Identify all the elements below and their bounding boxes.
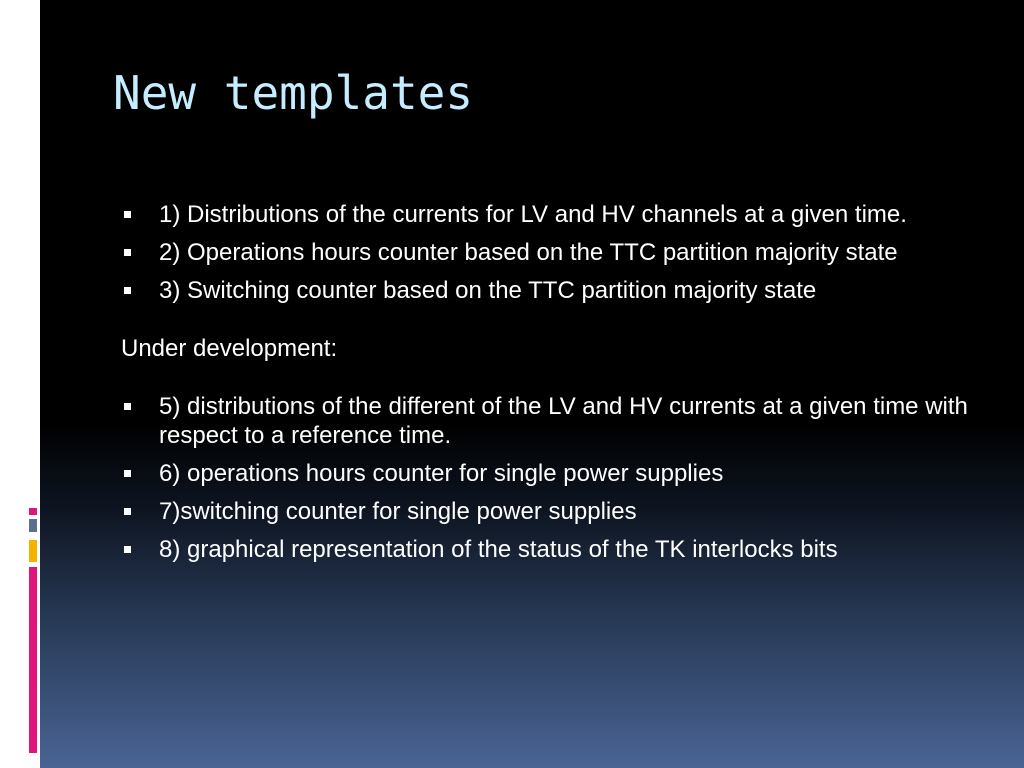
square-bullet-icon <box>124 249 131 256</box>
square-bullet-icon <box>124 508 131 515</box>
list-item-text: 6) operations hours counter for single power supplies <box>159 460 724 487</box>
list-item <box>121 200 971 229</box>
list-item <box>121 392 971 450</box>
under-development-heading: Under development: <box>121 335 338 362</box>
list-item <box>121 238 971 267</box>
accent-bar-magenta-long <box>29 567 37 753</box>
accent-bar-magenta <box>29 508 37 515</box>
square-bullet-icon <box>124 211 131 218</box>
square-bullet-icon <box>124 470 131 477</box>
list-item <box>121 497 971 526</box>
list-item <box>121 459 971 488</box>
accent-bar-gold <box>29 540 37 562</box>
list-item-text: 1) Distributions of the currents for LV and HV channels at a given time. <box>159 201 907 228</box>
slide-body <box>121 200 971 573</box>
list-item <box>121 535 971 564</box>
list-item-text: 5) distributions of the different of the LV and HV currents at a given time with respect to a reference time. <box>159 393 968 449</box>
square-bullet-icon <box>124 546 131 553</box>
list-item-text: 2) Operations hours counter based on the TTC partition majority state <box>159 239 898 266</box>
accent-bar-slate <box>29 519 37 532</box>
bullet-list-top <box>121 200 971 305</box>
square-bullet-icon <box>124 403 131 410</box>
list-item <box>121 276 971 305</box>
slide-title: New templates <box>113 66 474 120</box>
square-bullet-icon <box>124 287 131 294</box>
bullet-list-bottom <box>121 392 971 564</box>
list-item-text: 8) graphical representation of the status of the TK interlocks bits <box>159 536 838 563</box>
list-item-text: 3) Switching counter based on the TTC partition majority state <box>159 277 817 304</box>
list-item-text: 7)switching counter for single power supplies <box>159 498 637 525</box>
